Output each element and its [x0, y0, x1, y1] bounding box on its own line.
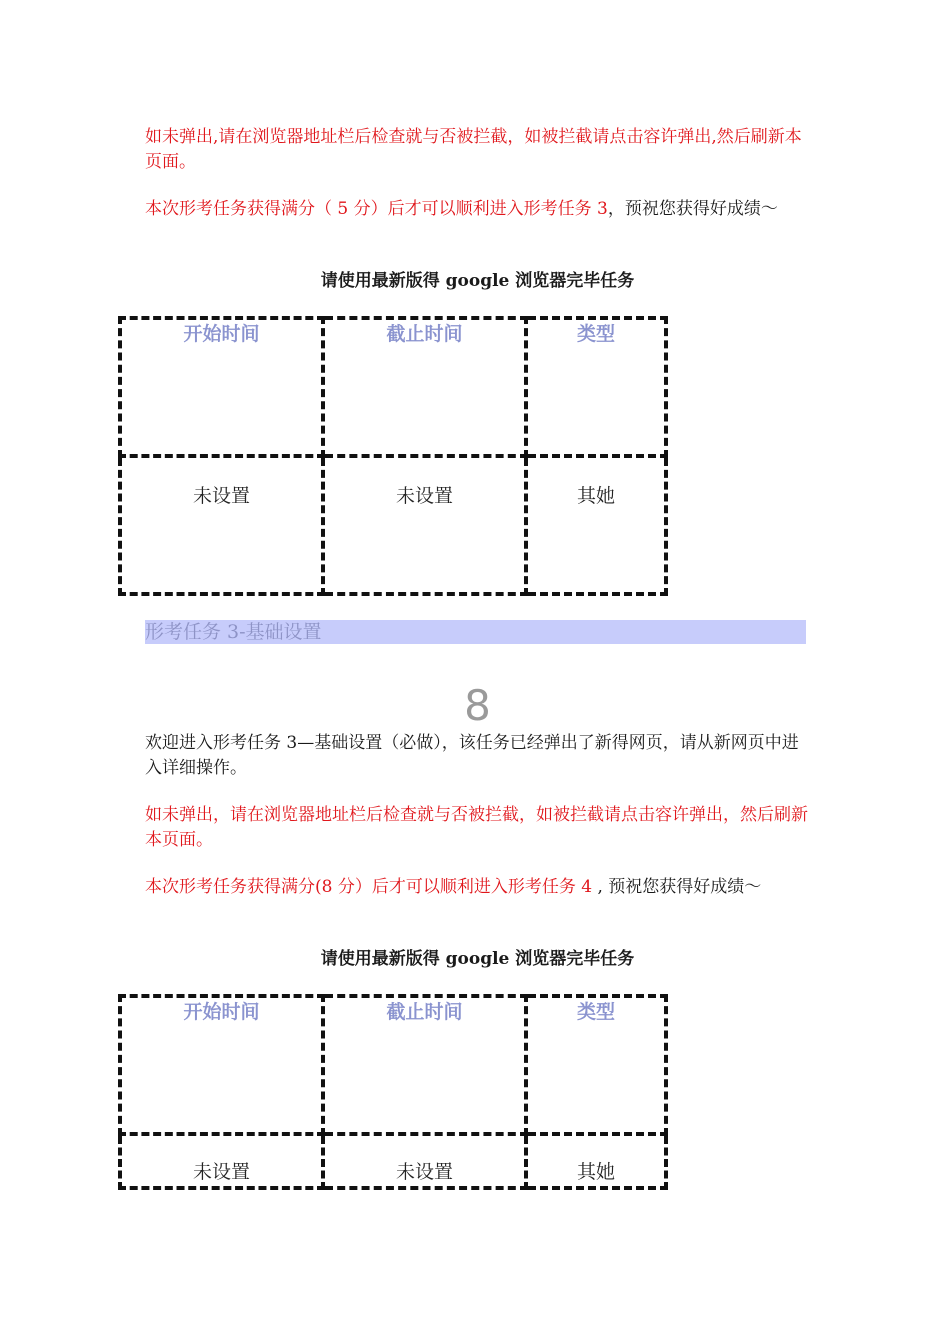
- cell-end: 未设置: [323, 456, 526, 594]
- table-row: [120, 1134, 666, 1188]
- score-note-2: [145, 875, 810, 900]
- score-note-2-black: , 预祝您获得好成绩～: [592, 877, 762, 897]
- score-note-2-red: 本次形考任务获得满分(8 分）后才可以顺利进入形考任务 4: [145, 877, 593, 897]
- schedule-table-2: [118, 994, 668, 1190]
- header-cell-start: 开始时间: [120, 318, 323, 456]
- cell-type: 其她: [526, 1134, 666, 1188]
- popup-note-1: 如未弹出,请在浏览器地址栏后检查就与否被拦截，如被拦截请点击容许弹出,然后刷新本页面。: [145, 127, 802, 172]
- cell-start: 未设置: [120, 456, 323, 594]
- browser-note-2: 请使用最新版得 google 浏览器完毕任务: [320, 949, 635, 969]
- popup-note-2: 如未弹出，请在浏览器地址栏后检查就与否被拦截，如被拦截请点击容许弹出，然后刷新本页面。: [145, 805, 808, 850]
- section-number: 8: [464, 681, 491, 730]
- table-header-row: [120, 318, 666, 456]
- intro-text: 欢迎进入形考任务 3—基础设置（必做），该任务已经弹出了新得网页，请从新网页中进入详细操作。: [145, 733, 799, 778]
- schedule-table-1: [118, 316, 668, 596]
- header-cell-end: 截止时间: [323, 318, 526, 456]
- section-heading: 形考任务 3-基础设置: [145, 620, 806, 644]
- score-note-1: [145, 197, 810, 222]
- cell-end: 未设置: [323, 1134, 526, 1188]
- cell-type: 其她: [526, 456, 666, 594]
- cell-start: 未设置: [120, 1134, 323, 1188]
- table-row: [120, 456, 666, 594]
- header-cell-start: 开始时间: [120, 996, 323, 1134]
- table-header-row: [120, 996, 666, 1134]
- header-cell-type: 类型: [526, 996, 666, 1134]
- score-note-1-red: 本次形考任务获得满分（ 5 分）后才可以顺利进入形考任务 3: [145, 199, 608, 219]
- header-cell-type: 类型: [526, 318, 666, 456]
- browser-note-1: 请使用最新版得 google 浏览器完毕任务: [320, 271, 635, 291]
- header-cell-end: 截止时间: [323, 996, 526, 1134]
- score-note-1-black: ，预祝您获得好成绩～: [607, 199, 778, 219]
